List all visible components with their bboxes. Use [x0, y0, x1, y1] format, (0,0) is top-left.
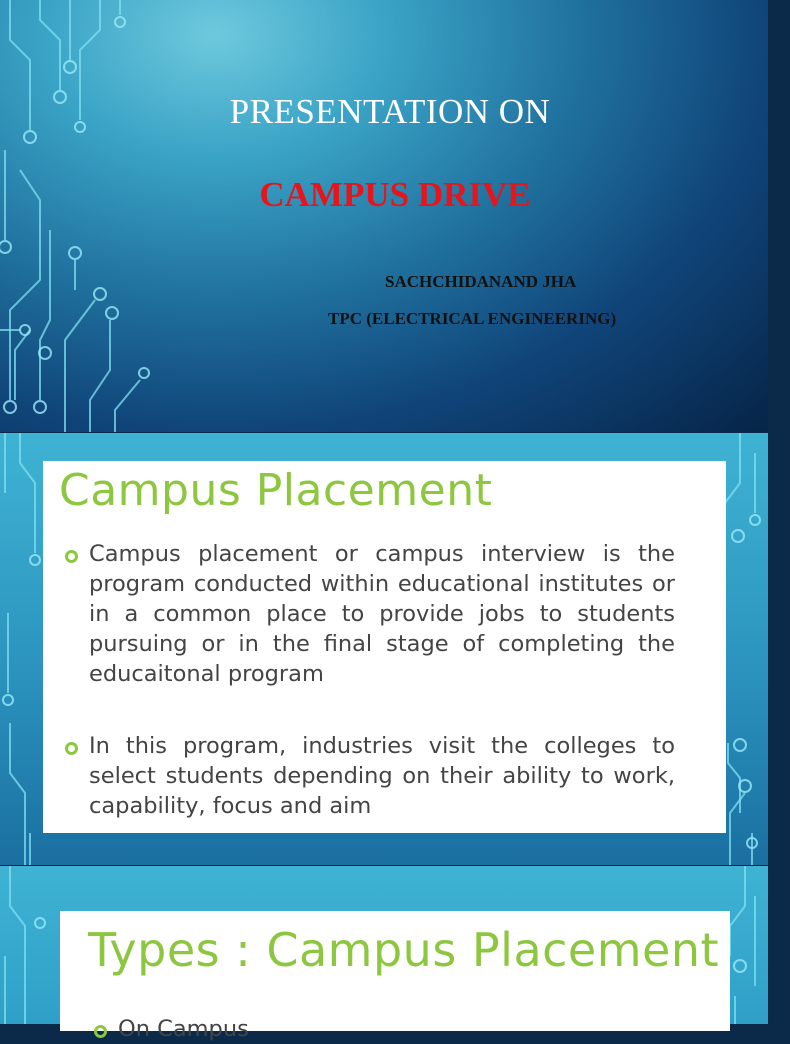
content-card — [43, 461, 726, 833]
presenter-department: TPC (ELECTRICAL ENGINEERING) — [328, 309, 617, 328]
slide-heading: Campus Placement — [59, 465, 493, 516]
content-card — [60, 911, 730, 1042]
bullet-item: Campus placement or campus interview is the program conducted within educational institutes or in a common place to provide jobs to students pursuing or in the final stage of completing the educaitonal program — [89, 541, 675, 687]
slide-heading: Types : Campus Placement — [88, 923, 720, 977]
circuit-decoration-left — [0, 0, 160, 432]
campus-placement-slide — [0, 433, 768, 865]
bullet-item: On Campus — [118, 1014, 518, 1044]
bullet-item: In this program, industries visit the colleges to select students depending on their ability to work, capability, focus and aim — [89, 733, 675, 819]
title-slide — [0, 0, 768, 432]
presentation-topic: CAMPUS DRIVE — [259, 175, 531, 214]
presentation-title: PRESENTATION ON — [229, 92, 551, 131]
presenter-name: SACHCHIDANAND JHA — [385, 272, 577, 291]
types-slide — [0, 866, 768, 1042]
